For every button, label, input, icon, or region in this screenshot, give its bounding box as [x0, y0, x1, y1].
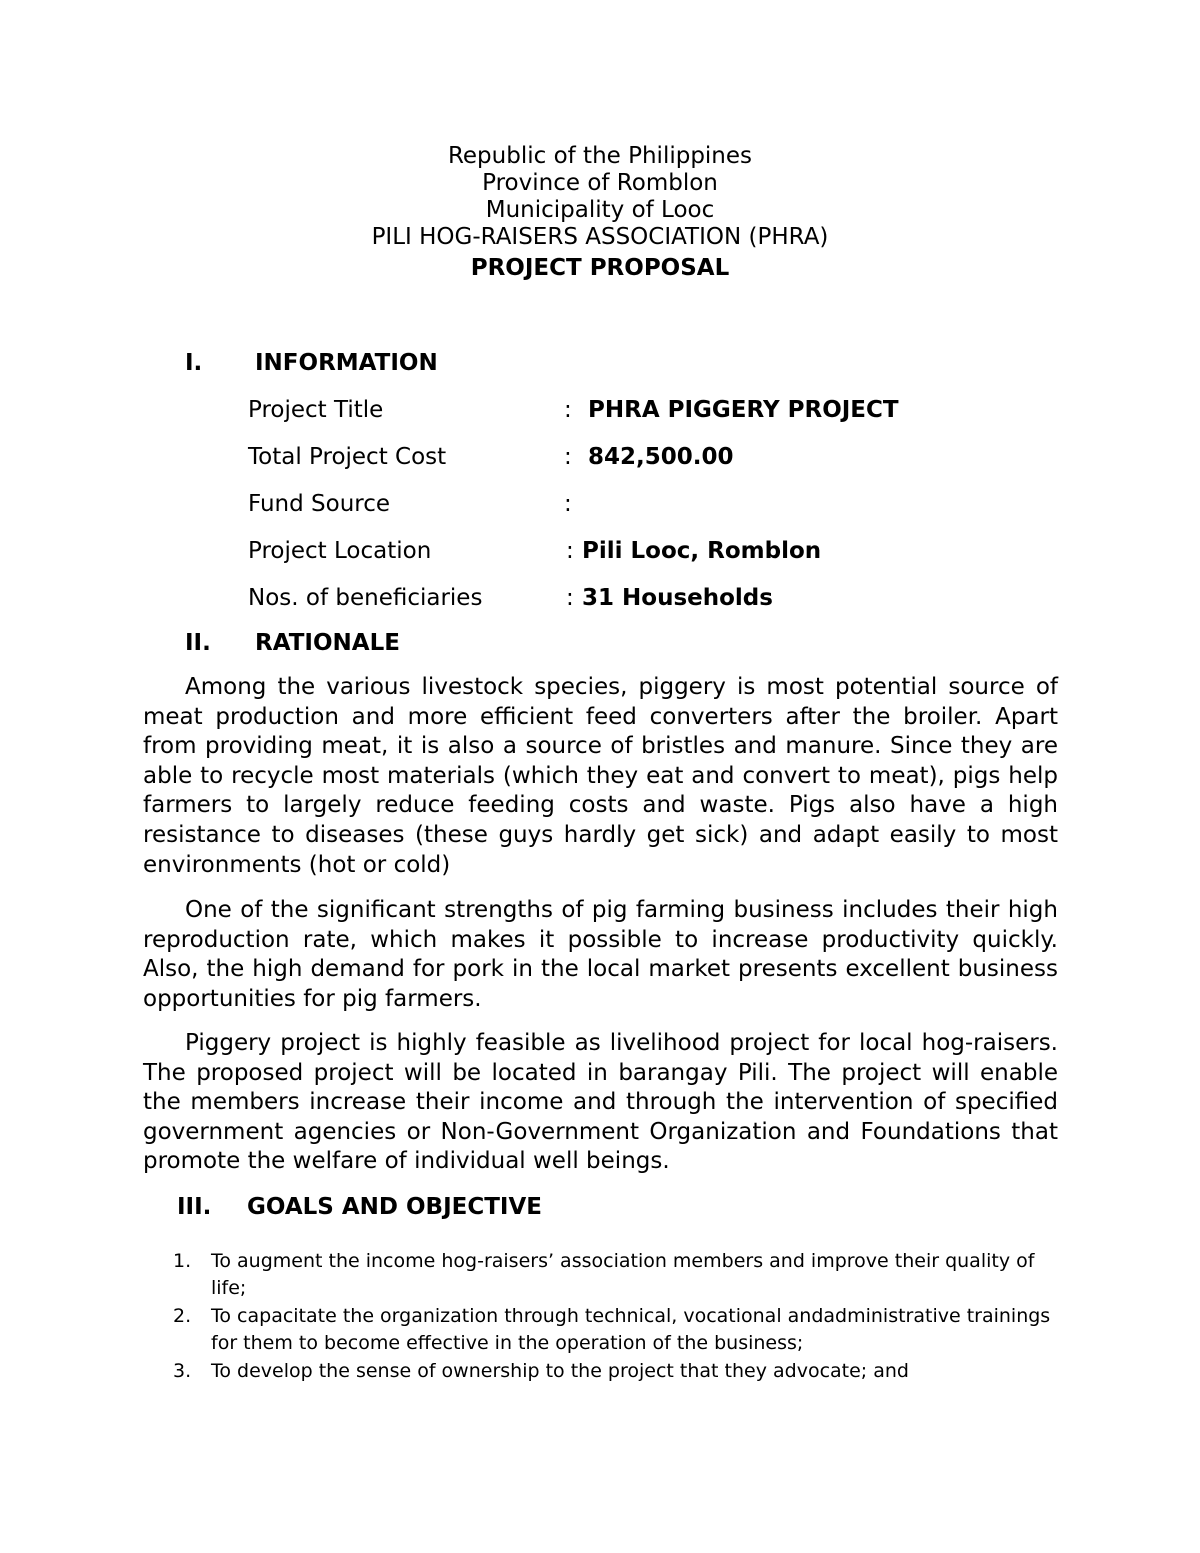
header-line-province: Province of Romblon [482, 170, 718, 196]
info-row-project-location [248, 536, 1048, 566]
list-item [173, 1248, 1053, 1302]
list-item [173, 1358, 1053, 1385]
header-line-association: PILI HOG-RAISERS ASSOCIATION (PHRA) [371, 224, 829, 250]
document-title: PROJECT PROPOSAL [470, 255, 730, 281]
info-label: Total Project Cost [248, 444, 447, 470]
info-colon: : [564, 491, 572, 517]
info-value: 31 Households [582, 585, 773, 611]
header-line-republic: Republic of the Philippines [447, 143, 753, 169]
goals-list [173, 1248, 1053, 1386]
info-label: Fund Source [248, 491, 391, 517]
info-value: 842,500.00 [588, 444, 734, 470]
section-title: INFORMATION [255, 350, 438, 376]
info-label: Project Title [248, 397, 384, 423]
list-item-number: 2. [173, 1305, 192, 1327]
info-row-beneficiaries [248, 583, 1048, 613]
info-row-fund-source [248, 489, 1048, 519]
info-row-project-title [248, 395, 1048, 425]
info-value: PHRA PIGGERY PROJECT [588, 397, 899, 423]
rationale-paragraph-1: Among the various livestock species, piggery is most potential source of meat production and more efficient feed converters after the broiler. Apart from providing meat, it is also a source of bristles and manure. Since they are able to recycle most materials (which they eat and convert to meat), pigs help farmers to largely reduce feeding costs and waste. Pigs also have a high resistance to diseases (these guys hardly get sick) and adapt easily to most environments (hot or cold) [143, 674, 1058, 878]
info-colon: : [564, 397, 572, 423]
info-colon: : [566, 538, 574, 564]
section-number: I. [185, 350, 203, 376]
info-value: Pili Looc, Romblon [582, 538, 822, 564]
list-item-text: To capacitate the organization through technical, vocational andadministrative trainings for them to become effective in the operation of the business; [211, 1305, 1051, 1354]
info-row-total-project-cost [248, 442, 1048, 472]
section-number: II. [185, 630, 211, 656]
rationale-paragraph-2: One of the significant strengths of pig farming business includes their high reproduction rate, which makes it possible to increase productivity quickly. Also, the high demand for pork in the local market presents excellent business opportunities for pig farmers. [143, 897, 1058, 1012]
list-item-text: To augment the income hog-raisers’ association members and improve their quality of life; [211, 1250, 1035, 1299]
info-label: Nos. of beneficiaries [248, 585, 483, 611]
list-item [173, 1303, 1053, 1357]
header-line-municipality: Municipality of Looc [485, 197, 715, 223]
list-item-text: To develop the sense of ownership to the project that they advocate; and [211, 1360, 909, 1382]
section-number: III. [177, 1194, 212, 1220]
list-item-number: 1. [173, 1250, 192, 1272]
info-colon: : [564, 444, 572, 470]
section-heading-goals [177, 1193, 677, 1221]
section-heading-rationale [185, 629, 585, 657]
section-heading-information [185, 349, 585, 377]
section-title: GOALS AND OBJECTIVE [247, 1194, 542, 1220]
info-label: Project Location [248, 538, 432, 564]
section-title: RATIONALE [255, 630, 400, 656]
document-header [0, 143, 1200, 282]
info-colon: : [566, 585, 574, 611]
rationale-paragraph-3: Piggery project is highly feasible as livelihood project for local hog-raisers. The proposed project will be located in barangay Pili. The project will enable the members increase their income and through the intervention of specified government agencies or Non-Government Organization and Foundations that promote the welfare of individual well beings. [143, 1030, 1058, 1175]
list-item-number: 3. [173, 1360, 192, 1382]
